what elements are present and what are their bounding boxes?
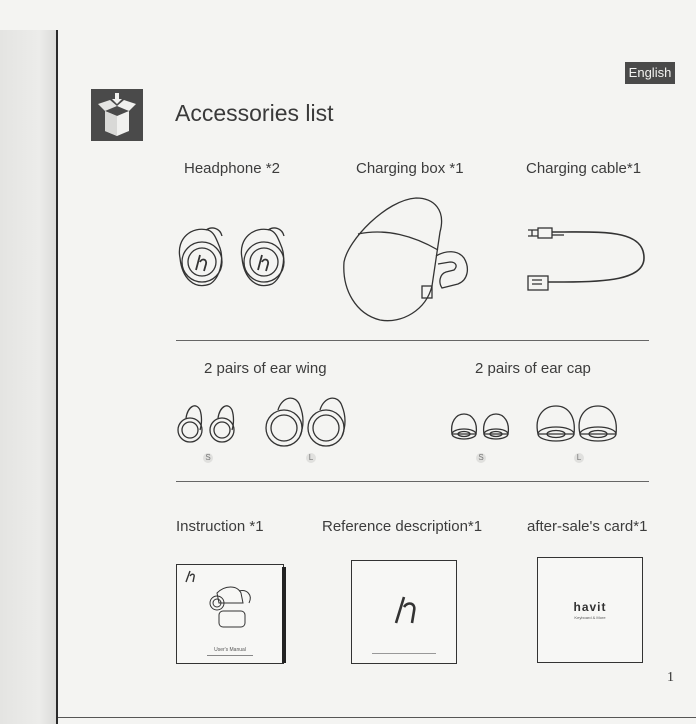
ear-cap-large <box>537 406 616 441</box>
language-tab: English <box>625 62 675 84</box>
charging-box-label: Charging box *1 <box>356 160 464 177</box>
ear-wing-size-small: S <box>203 453 213 463</box>
earbud-left <box>179 228 222 286</box>
open-box-icon <box>91 89 143 141</box>
ear-cap-size-large: L <box>574 453 584 463</box>
after-sale-card-label: after-sale's card*1 <box>527 518 648 535</box>
earbud-right <box>241 228 284 286</box>
charging-cable-label: Charging cable*1 <box>526 160 642 177</box>
section-divider-1 <box>176 340 649 341</box>
manual-cover-caption: User's Manual <box>214 647 246 653</box>
reference-description-label: Reference description*1 <box>322 518 483 535</box>
ear-wing-label: 2 pairs of ear wing <box>204 360 327 377</box>
ear-cap-small <box>452 414 509 439</box>
page-binding <box>0 30 56 724</box>
card-fineprint <box>372 653 436 654</box>
after-sale-card <box>537 557 643 663</box>
ear-cap-label: 2 pairs of ear cap <box>475 360 591 377</box>
page-number: 1 <box>667 670 674 685</box>
ear-wing-illustration <box>170 396 370 461</box>
headphones-illustration <box>170 218 300 303</box>
section-divider-2 <box>176 481 649 482</box>
havit-logo-icon <box>388 591 422 625</box>
manual-cover-product-icon <box>203 579 259 635</box>
havit-brand-logo: havit <box>573 600 607 614</box>
reference-description-card <box>351 560 457 664</box>
headphone-label: Headphone *2 <box>184 160 280 177</box>
ear-wing-large <box>266 398 345 446</box>
ear-cap-illustration <box>446 400 626 455</box>
havit-logo-icon <box>183 569 197 583</box>
havit-brand-subtitle: Keyboard & More <box>574 615 606 620</box>
manual-cover-fineprint <box>207 655 253 656</box>
page-bottom-edge <box>58 717 696 718</box>
instruction-label: Instruction *1 <box>176 518 264 535</box>
charging-cable-illustration <box>524 218 654 309</box>
binding-edge-line <box>56 30 58 724</box>
charging-box-illustration <box>338 192 478 337</box>
page-title: Accessories list <box>175 100 334 126</box>
ear-wing-small <box>178 406 234 442</box>
ear-wing-size-large: L <box>306 453 316 463</box>
instruction-booklet <box>176 564 284 664</box>
ear-cap-size-small: S <box>476 453 486 463</box>
